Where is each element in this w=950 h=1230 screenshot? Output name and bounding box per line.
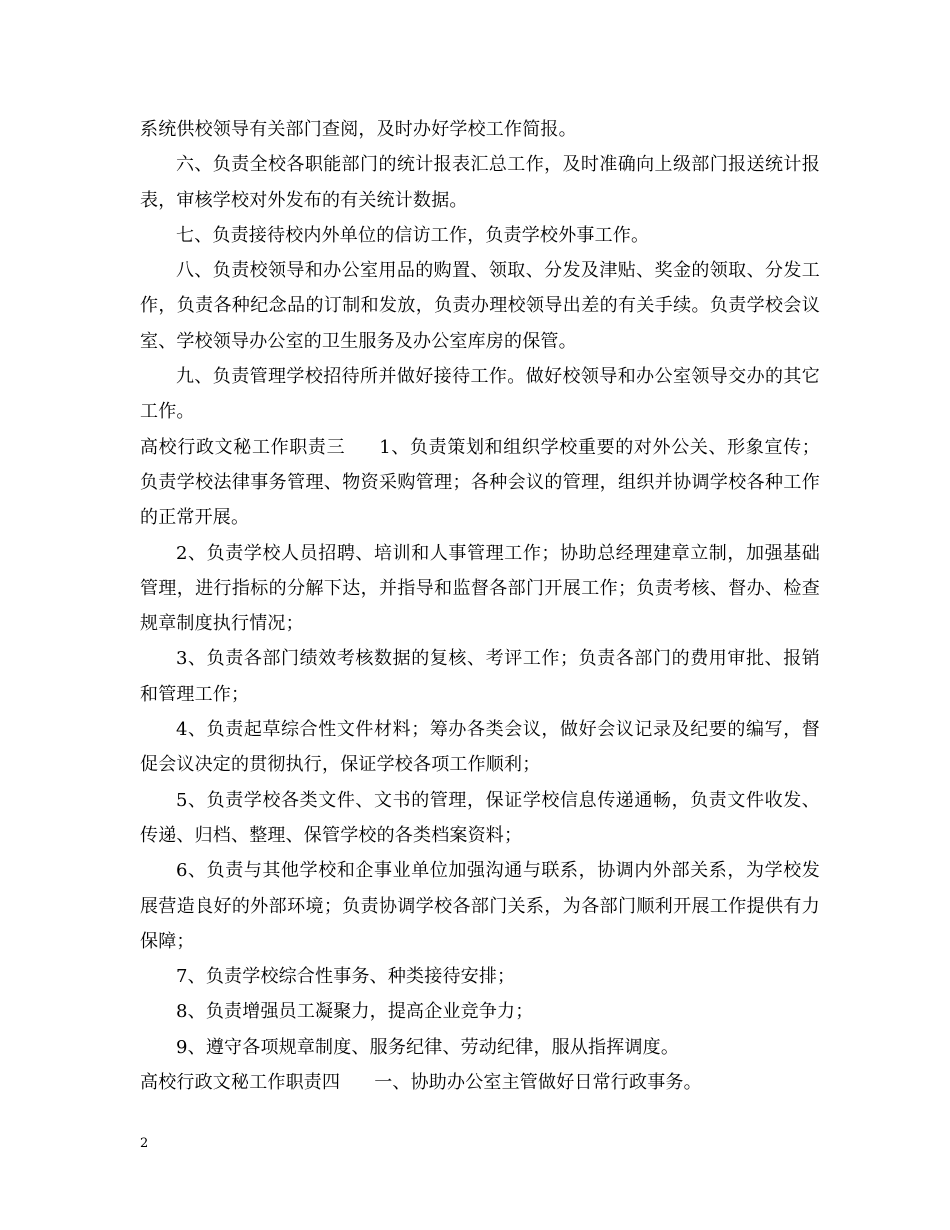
- section-3-item-5: 5、负责学校各类文件、文书的管理，保证学校信息传递通畅，负责文件收发、传递、归档、整理、保管学校的各类档案资料；: [140, 789, 820, 846]
- paragraph-item-9: 九、负责管理学校招待所并做好接待工作。做好校领导和办公室领导交办的其它工作。: [140, 366, 820, 423]
- page-number: 2: [140, 1136, 149, 1151]
- section-3-heading: 高校行政文秘工作职责三: [140, 436, 346, 458]
- section-3-item-8: 8、负责增强员工凝聚力，提高企业竞争力；: [176, 1001, 534, 1023]
- paragraph-item-8: 八、负责校领导和办公室用品的购置、领取、分发及津贴、奖金的领取、分发工作，负责各种纪念品的订制和发放，负责办理校领导出差的有关手续。负责学校会议室、学校领导办公室的卫生服务及办公室库房的保管。: [140, 260, 820, 352]
- section-3-item-1: 1、负责策划和组织学校重要的对外公关、形象宣传；负责学校法律事务管理、物资采购管理；各种会议的管理，组织并协调学校各种工作的正常开展。: [140, 436, 821, 529]
- section-3-item-9: 9、遵守各项规章制度、服务纪律、劳动纪律，服从指挥调度。: [176, 1036, 680, 1058]
- section-3-item-3: 3、负责各部门绩效考核数据的复核、考评工作；负责各部门的费用审批、报销和管理工作；: [140, 648, 820, 705]
- paragraph-item-7: 七、负责接待校内外单位的信访工作，负责学校外事工作。: [176, 224, 650, 246]
- section-4-item-1: 一、协助办公室主管做好日常行政事务。: [374, 1072, 702, 1094]
- section-3-item-6: 6、负责与其他学校和企事业单位加强沟通与联系，协调内外部关系，为学校发展营造良好的外部环境；负责协调学校各部门关系，为各部门顺利开展工作提供有力保障；: [140, 860, 820, 952]
- section-3-item-2: 2、负责学校人员招聘、培训和人事管理工作；协助总经理建章立制，加强基础管理，进行指标的分解下达，并指导和监督各部门开展工作；负责考核、督办、检查规章制度执行情况；: [140, 542, 820, 635]
- section-4-block: [140, 1065, 820, 1100]
- paragraph-continuation: 系统供校领导有关部门查阅，及时办好学校工作简报。: [140, 119, 577, 140]
- section-3-block: [140, 430, 820, 536]
- section-4-heading: 高校行政文秘工作职责四: [140, 1072, 341, 1094]
- section-3-item-4: 4、负责起草综合性文件材料；筹办各类会议，做好会议记录及纪要的编写，督促会议决定的贯彻执行，保证学校各项工作顺利；: [140, 719, 820, 776]
- document-body: [140, 112, 820, 1100]
- paragraph-item-6: 六、负责全校各职能部门的统计报表汇总工作，及时准确向上级部门报送统计报表，审核学校对外发布的有关统计数据。: [140, 154, 820, 211]
- section-3-item-7: 7、负责学校综合性事务、种类接待安排；: [176, 966, 516, 988]
